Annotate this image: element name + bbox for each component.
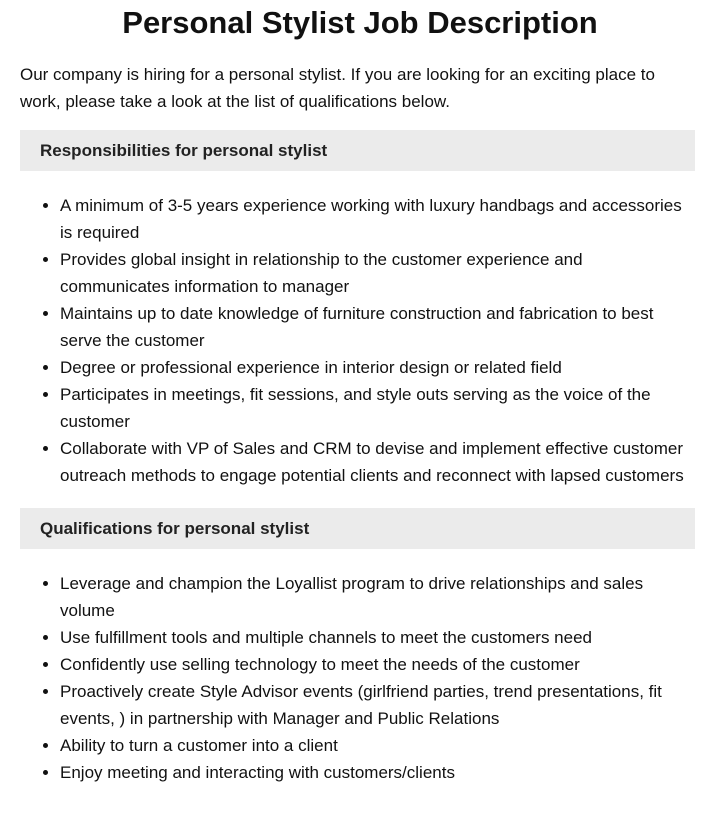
list-item: • Collaborate with VP of Sales and CRM to devise and implement effective customer outreach methods to engage potential clients and reconnect with lapsed customers [60,435,695,489]
list-item: • Enjoy meeting and interacting with customers/clients [60,759,695,786]
list-item: • A minimum of 3-5 years experience working with luxury handbags and accessories is required [60,192,695,246]
section-heading: Qualifications for personal stylist [20,508,695,549]
section-heading: Responsibilities for personal stylist [20,130,695,171]
list-item: • Participates in meetings, fit sessions, and style outs serving as the voice of the customer [60,381,695,435]
responsibilities-list [20,192,695,489]
page-title: Personal Stylist Job Description [122,5,598,40]
list-item: • Proactively create Style Advisor events (girlfriend parties, trend presentations, fit events, ) in partnership with Manager and Public Relations [60,678,695,732]
list-item: • Use fulfillment tools and multiple channels to meet the customers need [60,624,695,651]
qualifications-section [0,508,720,786]
responsibilities-section [0,130,720,489]
list-item: • Confidently use selling technology to meet the needs of the customer [60,651,695,678]
qualifications-list [20,570,695,786]
intro-paragraph: Our company is hiring for a personal stylist. If you are looking for an exciting place to work, please take a look at the list of qualifications below. [20,65,655,111]
list-item: • Leverage and champion the Loyallist program to drive relationships and sales volume [60,570,695,624]
list-item: • Ability to turn a customer into a client [60,732,695,759]
list-item: • Degree or professional experience in interior design or related field [60,354,695,381]
list-item: • Maintains up to date knowledge of furniture construction and fabrication to best serve the customer [60,300,695,354]
list-item: • Provides global insight in relationship to the customer experience and communicates information to manager [60,246,695,300]
